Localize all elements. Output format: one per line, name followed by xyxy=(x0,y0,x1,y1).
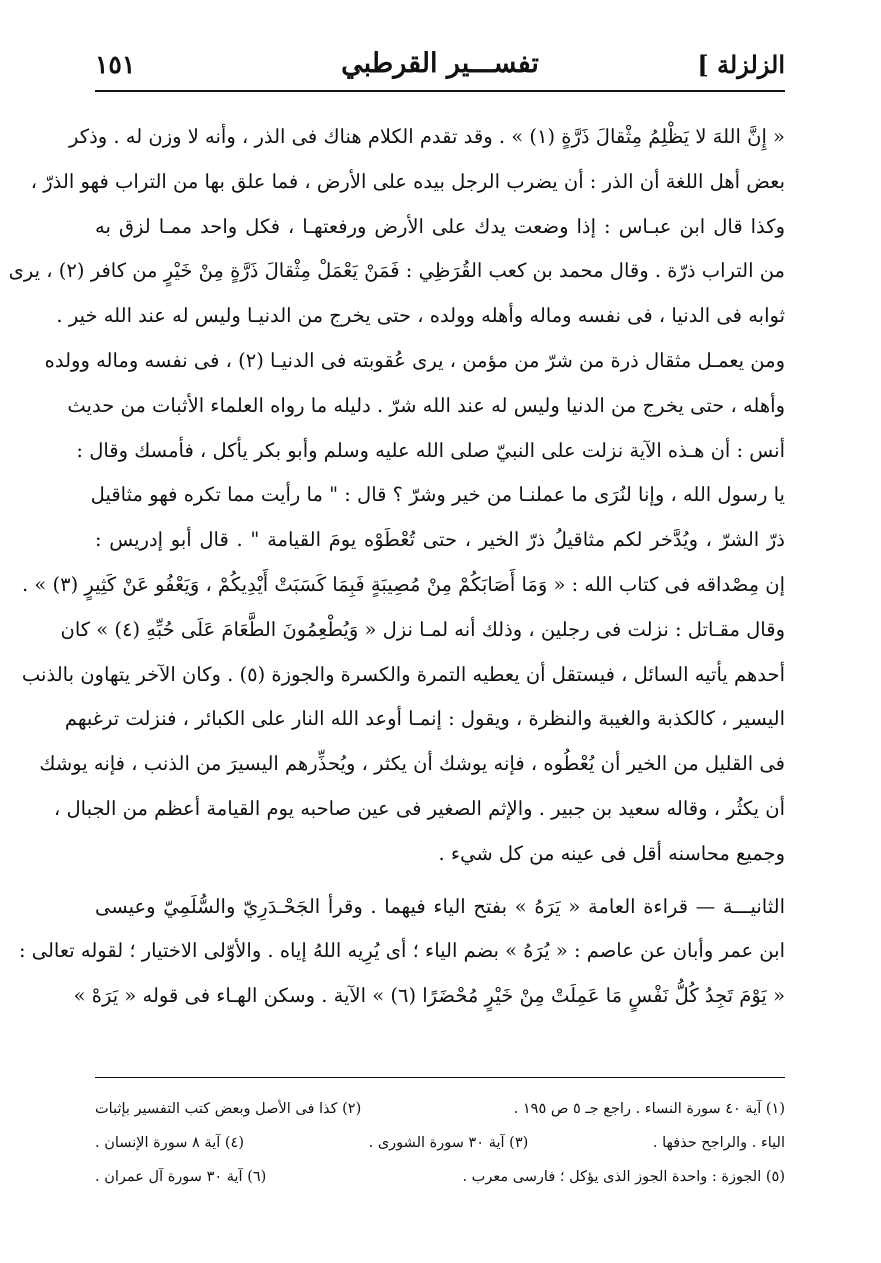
surah-name: الزلزلة ] xyxy=(697,50,785,79)
text-line: إن مِصْداقه فى كتاب الله : « وَمَا أَصَابَكُمْ مِنْ مُصِيبَةٍ فَبِمَا كَسَبَتْ أَيْدِيكُمْ ، وَيَعْفُو عَنْ كَثِيرٍ (٣) » . xyxy=(21,572,785,596)
running-header xyxy=(95,40,785,90)
footnote-row xyxy=(95,1092,785,1126)
text-line: الثانيـــة — قراءة العامة « يَرَهُ » بفتح الياء فيهما . وقرأ الجَحْـدَرِيّ والسُّلَمِيّ وعيسى xyxy=(95,894,785,918)
text-line: ابن عمر وأبان عن عاصم : « يُرَهُ » بضم الياء ؛ أى يُرِيه اللهُ إياه . والأوّلى الاختيار ؛ لقوله تعالى : xyxy=(18,939,785,963)
text-line: وجميع محاسنه أقل فى عينه من كل شيء . xyxy=(438,841,785,865)
footnote-rule xyxy=(95,1077,785,1078)
text-line: فى القليل من الخير أن يُعْطُوه ، فإنه يوشك أن يكثر ، ويُحذِّرهم اليسيرَ من الذنب ، فإنه يوشك xyxy=(39,752,785,776)
text-line: من التراب ذرّة . وقال محمد بن كعب القُرَظِي : فَمَنْ يَعْمَلْ مِثْقالَ ذَرَّةٍ مِنْ خَيْرٍ من كافر (٢) ، يرى xyxy=(8,259,785,283)
text-line: « يَوْمَ تَجِدُ كُلُّ نَفْسٍ مَا عَمِلَتْ مِنْ خَيْرٍ مُحْضَرًا (٦) » الآية . وسكن الهـاء فى قوله « يَرَهْ » xyxy=(73,984,785,1008)
text-line: وكذا قال ابن عبـاس : إذا وضعت يدك على الأرض ورفعتهـا ، فكل واحد ممـا لزق به xyxy=(95,214,785,238)
text-line: ومن يعمـل مثقال ذرة من شرّ من مؤمن ، يرى عُقوبته فى الدنيـا (٢) ، فى نفسه وماله وولده xyxy=(44,348,785,372)
footnote: (٤) آية ٨ سورة الإنسان . xyxy=(95,1135,245,1151)
text-line: ذرّ الشرّ ، ويُدَّخر لكم مثاقيلُ ذرّ الخير ، حتى تُعْطَوْه يومَ القيامة " . قال أبو إدريس : xyxy=(95,528,785,552)
footnote: (٢) كذا فى الأصل وبعض كتب التفسير بإثبات xyxy=(95,1101,362,1117)
text-line: أحدهم يأتيه السائل ، فيستقل أن يعطيه التمرة والكسرة والجوزة (٥) . وكان الآخر يتهاون بالذنب xyxy=(21,662,785,686)
text-line: أنس : أن هـذه الآية نزلت على النبيّ صلى الله عليه وسلم وأبو بكر يأكل ، فأمسك وقال : xyxy=(76,438,785,462)
footnote-row xyxy=(95,1126,785,1160)
text-line: اليسير ، كالكذبة والغيبة والنظرة ، ويقول : إنمـا أوعد الله النار على الكبائر ، فنزلت ترغبهم xyxy=(64,707,785,731)
text-line: بعض أهل اللغة أن الذر : أن يضرب الرجل بيده على الأرض ، فما علق بها من التراب فهو الذرّ ، xyxy=(30,169,785,193)
text-line: وقال مقـاتل : نزلت فى رجلين ، وذلك أنه لمـا نزل « وَيُطْعِمُونَ الطَّعَامَ عَلَى حُبِّهِ (٤) » كان xyxy=(60,617,785,641)
footnote: (١) آية ٤٠ سورة النساء . راجع جـ ٥ ص ١٩٥ . xyxy=(513,1101,785,1117)
footnote: (٦) آية ٣٠ سورة آل عمران . xyxy=(95,1169,267,1185)
paragraph-1 xyxy=(8,115,785,877)
header-rule xyxy=(95,90,785,92)
footnote-row xyxy=(95,1160,785,1194)
text-line: يا رسول الله ، وإنا لنُرَى ما عملنـا من خير وشرّ ؟ قال : " ما رأيت مما تكره فهو مثاقيل xyxy=(90,483,785,507)
footnote: (٥) الجوزة : واحدة الجوز الذى يؤكل ؛ فارسى معرب . xyxy=(462,1169,785,1185)
page-number: ١٥١ xyxy=(95,50,136,79)
text-line: وأهله ، حتى يخرج من الدنيا وليس له عند الله شرّ . دليله ما رواه العلماء الأثبات من حديث xyxy=(67,393,785,417)
book-title: تفســـير القرطبي xyxy=(341,48,539,79)
text-line: ثوابه فى الدنيا ، فى نفسه وماله وأهله وولده ، حتى يخرج من الدنيـا وليس له عند الله خير . xyxy=(56,304,785,328)
footnotes xyxy=(95,1092,785,1194)
footnote: (٣) آية ٣٠ سورة الشورى . xyxy=(368,1135,529,1151)
footnote: الياء . والراجح حذفها . xyxy=(652,1135,785,1151)
text-line: « إِنَّ اللهَ لا يَظْلِمُ مِثْقالَ ذَرَّةٍ (١) » . وقد تقدم الكلام هناك فى الذر ، وأنه لا وزن له . وذكر xyxy=(69,125,785,148)
paragraph-2 xyxy=(18,885,785,1019)
main-text xyxy=(8,115,785,1019)
text-line: أن يكثُر ، وقاله سعيد بن جبير . والإثم الصغير فى عين صاحبه يوم القيامة أعظم من الجبال ، xyxy=(53,796,785,820)
